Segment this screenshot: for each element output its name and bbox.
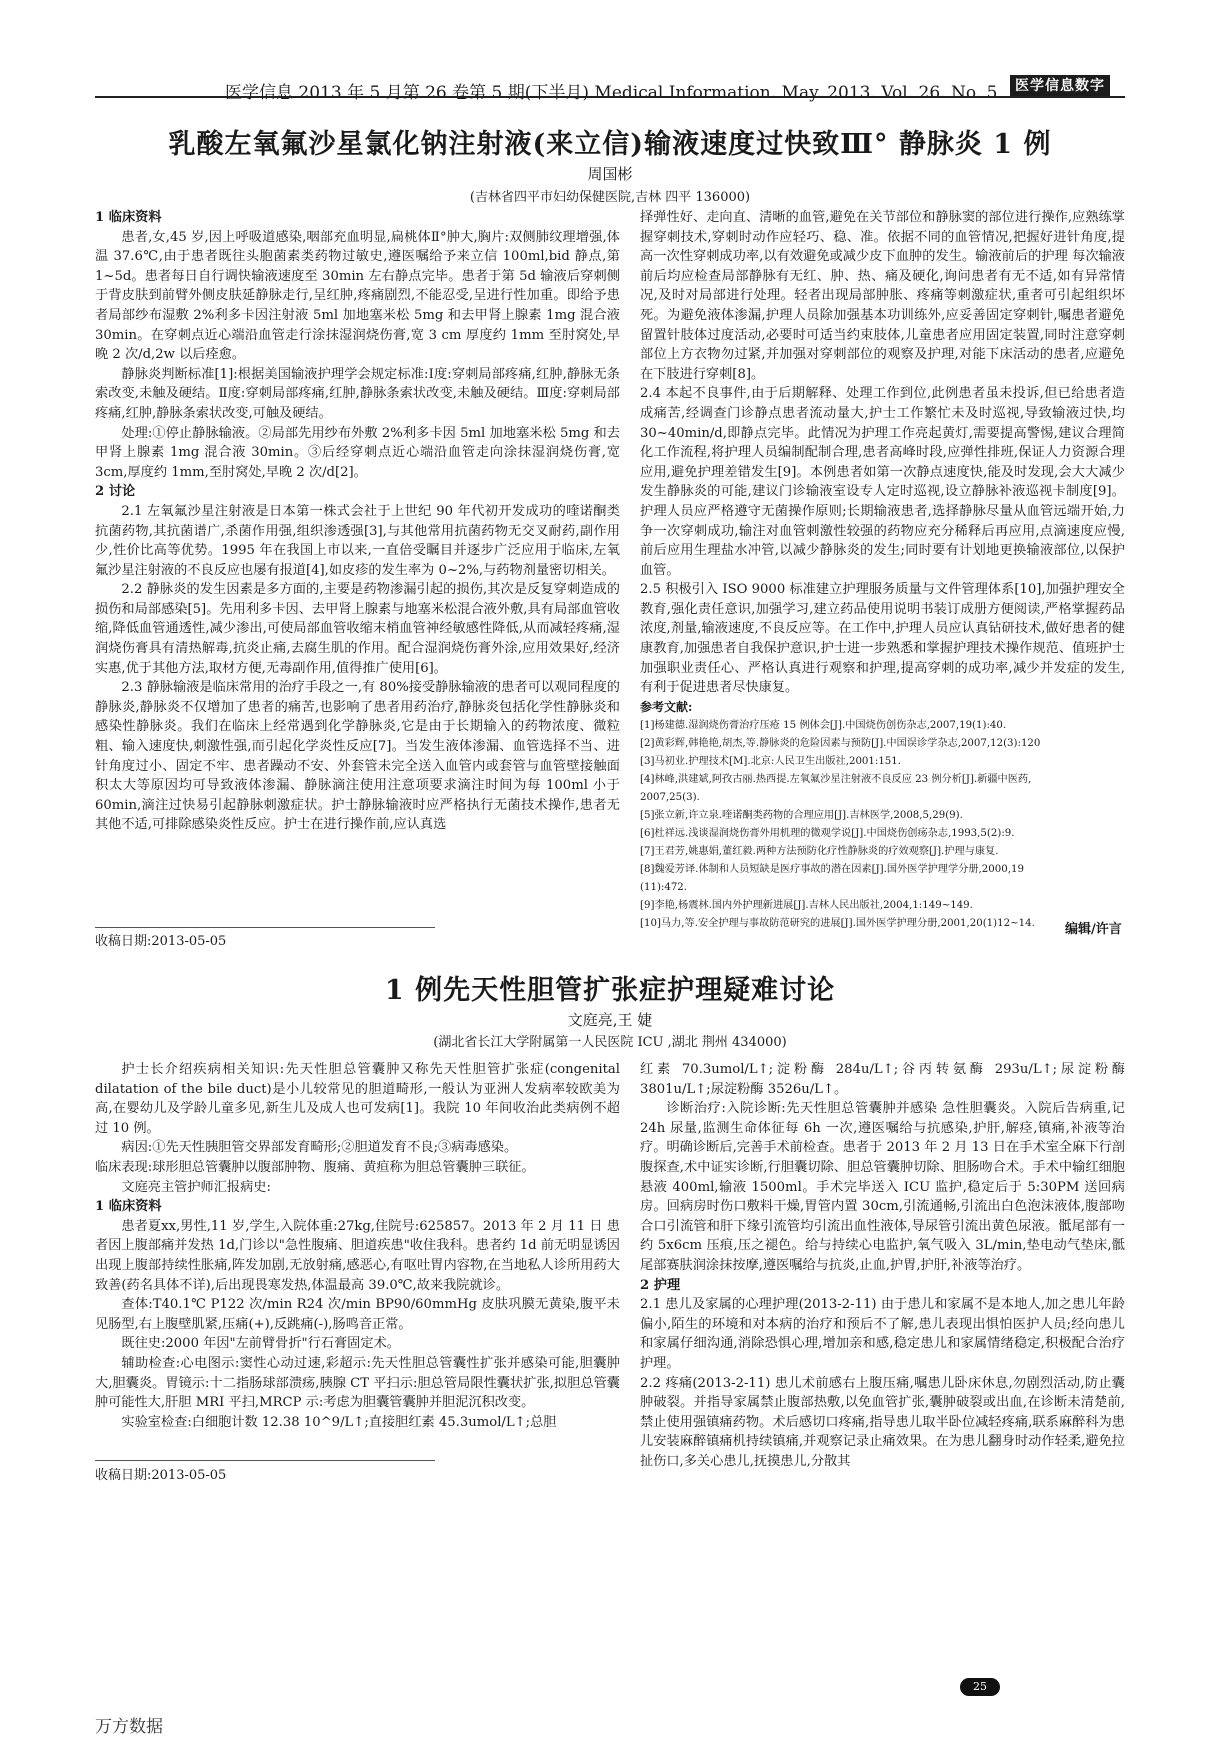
article2-left-column: [95, 1060, 620, 1432]
paragraph: 2.1 患儿及家属的心理护理(2013-2-11) 由于患儿和家属不是本地人,加之患儿年龄偏小,陌生的环境和对本病的治疗和预后不了解,患儿表现出惧怕医护人员;经向患儿和家属仔细沟通,消除恐惧心理,增加亲和感,稳定患儿和家属情绪稳定,积极配合治疗护理。: [640, 1297, 1125, 1371]
paragraph: 2.1 左氧氟沙星注射液是日本第一株式会社于上世纪 90 年代初开发成功的喹诺酮类抗菌药物,其抗菌谱广,杀菌作用强,组织渗透强[3],与其他常用抗菌药物无交叉耐药,副作用少,性价比高等优势。1995 年在我国上市以来,一直倍受瞩目并逐步广泛应用于临床,左氧氟沙星注射液的不良反应也屡有报道[4],如皮疹的发生率为 0~2%,与药物剂量密切相关。: [95, 503, 620, 578]
reference-item: [9]李艳,杨震林.国内外护理新进展[J].吉林人民出版社,2004,1:149~149.: [640, 900, 973, 912]
reference-item: [10]马力,等.安全护理与事故防范研究的进展[J].国外医学护理分册,2001,20(1)12~14.: [640, 918, 1035, 930]
section-badge: 医学信息数字: [1010, 75, 1110, 97]
article2-received-date: 收稿日期:2013-05-05: [95, 1468, 227, 1483]
header-rule: [95, 96, 1125, 98]
paragraph: 2.4 本起不良事件,由于后期解释、处理工作到位,此例患者虽未投诉,但已给患者造成痛苦,经调查门诊静点患者流动量大,护士工作繁忙未及时巡视,导致输液过快,均 30~40min/d,即静点完毕。此情况为护理工作亮起黄灯,需要提高警惕,建议合理简化工作流程,将护理人员编制配制合理,患者高峰时段,应弹性排班,保证人力资源合理应用,避免护理差错发生[9]。本例患者如第一次静点速度快,能及时发现,会大大减少发生静脉炎的可能,建议门诊输液室设专人定时巡视,设立静脉补液巡视卡制度[9]。护理人员应严格遵守无菌操作原则;长期输液患者,选择静脉尽量从血管远端开始,力争一次穿刺成功,输注对血管刺激性较强的药物应充分稀释后再应用,点滴速度应慢,前后应用生理盐水冲管,以减少静脉炎的发生;同时要有计划地更换输液部位,以保护血管。: [640, 386, 1125, 578]
page-number: 25: [960, 1678, 1000, 1696]
article2-author: 文庭亮,王 婕: [567, 1011, 653, 1029]
paragraph: 处理:①停止静脉输液。②局部先用纱布外敷 2%利多卡因 5ml 加地塞米松 5mg 和去甲肾上腺素 1mg 混合液 30min。③后经穿刺点近心端沿血管走向涂抹湿润烧伤膏,宽 3cm,厚度约 1mm,至肘窝处,早晚 2 次/d[2]。: [95, 425, 620, 480]
paragraph: 实验室检查:白细胞计数 12.38 10^9/L↑;直接胆红素 45.3umol/L↑;总胆: [121, 1414, 557, 1430]
article1-affiliation: (吉林省四平市妇幼保健医院,吉林 四平 136000): [469, 190, 751, 205]
reference-item: [1]杨建德.湿润烧伤膏治疗压疮 15 例体会[J].中国烧伤创伤杂志,2007,19(1):40.: [640, 720, 1007, 732]
reference-item: 2007,25(3).: [640, 792, 700, 804]
paragraph: 查体:T40.1℃ P122 次/min R24 次/min BP90/60mmHg 皮肤巩膜无黄染,腹平未见肠型,右上腹壁肌紧,压痛(+),反跳痛(-),肠鸣音正常。: [95, 1297, 620, 1332]
section-heading: 1 临床资料: [95, 1199, 162, 1215]
article1-editor: 编辑/许言: [1065, 922, 1122, 937]
paragraph: 文庭亮主管护师汇报病史:: [121, 1179, 271, 1195]
reference-list: [640, 717, 1125, 933]
paragraph: 患者,女,45 岁,因上呼吸道感染,咽部充血明显,扁桃体Ⅱ°肿大,胸片:双侧肺纹理增强,体温 37.6℃,由于患者既往头胞菌素类药物过敏史,遵医嘱给予来立信 100ml,bid 静点,第 1~5d。患者每日自行调快输液速度至 30min 左右静点完毕。患者于第 5d 输液后穿刺侧于背皮肤到前臂外侧皮肤延静脉走行,呈红肿,疼痛剧烈,不能忍受,呈进行性加重。即给予患者局部纱布湿敷 2%利多卡因注射液 5ml 加地塞米松 5mg 和去甲肾上腺素 1mg 混合液 30min。在穿刺点近心端沿血管走行涂抹湿润烧伤膏,宽 3 cm 厚度约 1mm 至肘窝处,早晚 2 次/d,2w 以后痊愈。: [95, 229, 620, 363]
section-heading: 1 临床资料: [95, 210, 162, 225]
article2-affiliation: (湖北省长江大学附属第一人民医院 ICU ,湖北 荆州 434000): [433, 1035, 787, 1050]
paragraph: 诊断治疗:入院诊断:先天性胆总管囊肿并感染 急性胆囊炎。入院后告病重,记 24h 尿量,监测生命体征每 6h 一次,遵医嘱给与抗感染,护肝,解痉,镇痛,补液等治疗。明确诊断后,完善手术前检查。患者于 2013 年 2 月 13 日在手术室全麻下行剖腹探查,术中证实诊断,行胆囊切除、胆总管囊肿切除、胆肠吻合术。手术中输红细胞悬液 400ml,输液 1500ml。手术完毕送入 ICU 监护,稳定后于 5:30PM 送回病房。回病房时伤口敷料干燥,胃管内置 30cm,引流通畅,引流出白色泡沫液体,腹部吻合口引流管和肝下缘引流管均引流出血性液体,导尿管引流出黄色尿液。骶尾部有一约 5x6cm 压痕,压之褪色。给与持续心电监护,氧气吸入 3L/min,垫电动气垫床,骶尾部赛肤润涂抹按摩,遵医嘱给与抗炎,止血,护胃,护肝,补液等治疗。: [640, 1101, 1125, 1273]
running-head: 医学信息 2013 年 5 月第 26 卷第 5 期(下半月) Medical Information. May. 2013. Vol. 26. No. 5: [225, 83, 998, 103]
received-rule-2: [95, 1460, 435, 1461]
paragraph: 患者夏xx,男性,11 岁,学生,入院体重:27kg,住院号:625857。2013 年 2 月 11 日 患者因上腹部痛并发热 1d,门诊以"急性腹痛、胆道疾患"收住我科。患者约 1d 前无明显诱因出现上腹部持续性胀痛,阵发加剧,无放射痛,感恶心,有呕吐胃内容物,在当地私人诊所用药大致善(药名具体不详),后出现畏寒发热,体温最高 39.0℃,故来我院就诊。: [95, 1218, 620, 1293]
paragraph: 病因:①先天性胰胆管交界部发育畸形;②胆道发育不良;③病毒感染。: [121, 1140, 518, 1156]
article2-title: 1 例先天性胆管扩张症护理疑难讨论: [384, 975, 836, 1006]
article1-received-date: 收稿日期:2013-05-05: [95, 934, 227, 949]
paragraph: 辅助检查:心电图示:窦性心动过速,彩超示:先天性胆总管囊性扩张并感染可能,胆囊肿大,胆囊炎。胃镜示:十二指肠球部溃疡,胰腺 CT 平扫示:胆总管局限性囊状扩张,拟胆总管囊肿可能性大,肝胆 MRI 平扫,MRCP 示:考虑为胆囊管囊肿并胆泥沉积改变。: [95, 1355, 620, 1411]
paragraph: 2.3 静脉输液是临床常用的治疗手段之一,有 80%接受静脉输液的患者可以观同程度的静脉炎,静脉炎不仅增加了患者的痛苦,也影响了患者用药治疗,静脉炎包括化学性静脉炎和感染性静脉炎。我们在临床上经常遇到化学静脉炎,它是由于长期输入的药物浓度、微粒粗、输入速度快,刺激性强,而引起化学炎性反应[7]。当发生液体渗漏、血管选择不当、进针角度过小、固定不牢、患者躁动不安、外套管未完全送入血管内或套管与血管壁接触面积太大等原因均可导致液体渗漏、静脉滴注使用注意项要求滴注时间为每 100ml 小于 60min,滴注过快易引起静脉刺激症状。护士静脉输液时应严格执行无菌技术操作,患者无其他不适,可排除感染炎性反应。护士在进行操作前,应认真选: [95, 680, 620, 833]
paragraph: 2.2 静脉炎的发生因素是多方面的,主要是药物渗漏引起的损伤,其次是反复穿刺造成的损伤和局部感染[5]。先用利多卡因、去甲肾上腺素与地塞米松混合液外敷,具有局部血管收缩,降低血管通透性,减少渗出,可使局部血管收缩末梢血管神经敏感性降低,从而减轻疼痛,湿润烧伤膏具有清热解毒,抗炎止痛,去腐生肌的作用。配合湿润烧伤膏外涂,应用效果好,经济实惠,优于其他方法,取材方便,无毒副作用,值得推广使用[6]。: [95, 582, 620, 676]
section-heading: 2 护理: [640, 1277, 681, 1293]
article1-author: 周国彬: [587, 165, 633, 183]
paragraph: 2.5 积极引入 ISO 9000 标准建立护理服务质量与文件管理体系[10],加强护理安全教育,强化责任意识,加强学习,建立药品使用说明书装订成册方便阅读,严格掌握药品浓度,剂量,输液速度,不良反应等。在工作中,护理人员应认真钻研技术,做好患者的健康教育,加强患者自我保护意识,护士进一步熟悉和掌握护理技术操作规范、值班护士加强职业责任心、严格认真进行观察和护理,提高穿刺的成功率,减少并发症的发生,有利于促进患者尽快康复。: [640, 582, 1125, 696]
section-heading: 2 讨论: [95, 484, 136, 500]
article2-right-column: [640, 1060, 1125, 1471]
wanfang-watermark: 万方数据: [95, 1717, 163, 1737]
reference-item: [2]黄彩辉,韩艳艳,胡杰,等.静脉炎的危险因素与预防[J].中国误诊学杂志,2007,12(3):120: [640, 738, 1041, 750]
reference-item: [8]魏爱芳译.体制和人员短缺是医疗事故的潜在因素[J].国外医学护理学分册,2000,19: [640, 864, 1024, 876]
reference-item: [7]王君芳,姚惠娟,董红毅.两种方法预防化疗性静脉炎的疗效观察[J].护理与康复.: [640, 846, 999, 858]
paragraph: 既往史:2000 年因"左前臂骨折"行石膏固定术。: [121, 1336, 400, 1352]
paragraph: 2.2 疼痛(2013-2-11) 患儿术前感右上腹压痛,嘱患儿卧床休息,勿剧烈活动,防止囊肿破裂。并指导家属禁止腹部热敷,以免血管扩张,囊肿破裂或出血,在诊断未清楚前,禁止使用强镇痛药物。术后感切口疼痛,指导患儿取半卧位减轻疼痛,联系麻醉科为患儿安装麻醉镇痛机持续镇痛,并观察记录止痛效果。在为患儿翻身时动作轻柔,避免拉扯伤口,多关心患儿,抚摸患儿,分散其: [640, 1375, 1125, 1469]
reference-item: [6]杜祥远.浅谈湿润烧伤膏外用机理的微观学说[J].中国烧伤创疡杂志,1993,5(2):9.: [640, 828, 1015, 840]
article1-right-column: [640, 208, 1125, 933]
paragraph: 静脉炎判断标准[1]:根据美国输液护理学会规定标准:Ⅰ度:穿刺局部疼痛,红肿,静脉无条索改变,未触及硬结。Ⅱ度:穿刺局部疼痛,红肿,静脉条索状改变,未触及硬结。Ⅲ度:穿刺局部疼痛,红肿,静脉条索状改变,可触及硬结。: [95, 366, 620, 421]
article1-left-column: [95, 208, 620, 835]
paragraph: 择弹性好、走向直、清晰的血管,避免在关节部位和静脉窦的部位进行操作,应熟练掌握穿刺技术,穿刺时动作应轻巧、稳、准。依据不同的血管情况,把握好进针角度,提高一次性穿刺成功率,以有效避免或减少皮下血肿的发生。输液前后的护理 每次输液前后均应检查局部静脉有无红、肿、热、痛及硬化,询问患者有无不适,如有异常情况,及时对局部进行处理。轻者出现局部肿胀、疼痛等刺激症状,重者可引起组织坏死。为避免液体渗漏,护理人员除加强基本功训练外,应妥善固定穿刺针,嘱患者避免留置针肢体过度活动,必要时可适当约束肢体,儿童患者应用固定装置,同时注意穿刺部位上方衣物勿过紧,并加强对穿刺部位的观察及护理,对能下床活动的患者,应避免在下肢进行穿刺[8]。: [640, 210, 1125, 382]
references-heading: 参考文献:: [640, 699, 693, 714]
paragraph: 红素 70.3umol/L↑;淀粉酶 284u/L↑;谷丙转氨酶 293u/L↑;尿淀粉酶 3801u/L↑;尿淀粉酶 3526u/L↑。: [640, 1062, 1125, 1097]
reference-item: (11):472.: [640, 882, 688, 894]
reference-item: [3]马初业.护理技术[M].北京:人民卫生出版社,2001:151.: [640, 756, 901, 768]
article1-title: 乳酸左氧氟沙星氯化钠注射液(来立信)输液速度过快致Ⅲ° 静脉炎 1 例: [168, 129, 1052, 160]
received-rule-1: [95, 927, 435, 928]
reference-item: [4]林峰,洪建斌,阿孜古丽.热西提.左氧氟沙星注射液不良反应 23 例分析[J].新疆中医药,: [640, 774, 1032, 786]
paragraph: 护士长介绍疾病相关知识:先天性胆总管囊肿又称先天性胆管扩张症(congenital dilatation of the bile duct)是小儿较常见的胆道畸形,一般认为亚洲人发病率较欧美为高,在婴幼儿及学龄儿童多见,新生儿及成人也可发病[1]。我院 10 年间收治此类病例不超过 10 例。: [95, 1062, 620, 1136]
reference-item: [5]张立新,许立泉.喹诺酮类药物的合理应用[J].吉林医学,2008,5,29(9).: [640, 810, 963, 822]
paragraph: 临床表现:球形胆总管囊肿以腹部肿物、腹痛、黄疸称为胆总管囊肿三联征。: [95, 1159, 535, 1175]
